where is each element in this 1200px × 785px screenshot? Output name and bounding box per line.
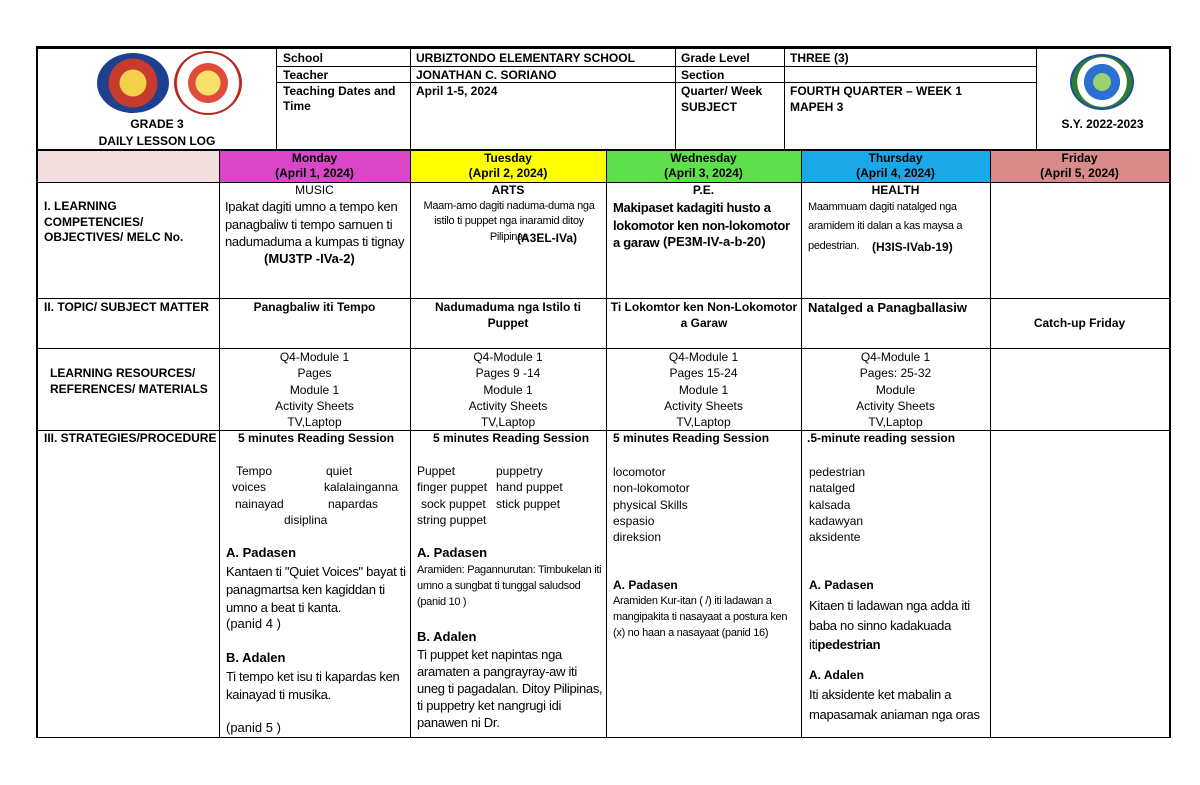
district-logo [1070,54,1134,110]
tuesday-resource-item: TV,Laptop [480,415,536,430]
thursday-word: kalsada [809,497,851,512]
monday-resource-item: TV,Laptop [287,415,342,430]
tuesday-date: (April 2, 2024) [468,166,548,180]
monday-word: kalalainganna [324,480,399,494]
teacher-value: JONATHAN C. SORIANO [416,68,557,82]
tuesday-word: Puppet [417,464,456,478]
tuesday-objective: Maam-amo dagiti naduma-duma nga istilo ti puppet nga inaramid ditoy Pilipinas [423,200,595,243]
tuesday-resource-item: Q4-Module 1 [473,350,543,364]
section-label: Section [681,68,725,82]
dates-label: Teaching Dates and Time [283,84,396,113]
log-title: DAILY LESSON LOG [98,134,216,148]
tuesday-word: hand puppet [496,480,563,494]
tuesday-word: puppetry [496,464,543,478]
thursday-a-bold: pedestrian [817,637,881,652]
subject-label: SUBJECT [681,100,738,114]
monday-b-text: Ti tempo ket isu ti kapardas ken kainayad ti musika. [226,669,400,703]
wednesday-resource-item: Pages 15-24 [669,366,738,381]
tuesday-resource-item: Module 1 [483,382,533,397]
monday-resource-item: Activity Sheets [275,398,354,413]
row-label-strategies: III. STRATEGIES/PROCEDURE [44,431,217,445]
school-value: URBIZTONDO ELEMENTARY SCHOOL [416,51,635,65]
tuesday-word: finger puppet [417,480,488,494]
thursday-words [809,464,979,545]
thursday-code: (H3IS-IVab-19) [872,240,953,254]
thursday-b-text: Iti aksidente ket mabalin a mapasamak aniaman nga oras [809,687,980,722]
tuesday-b-text: Ti puppet ket napintas nga aramaten a pangrayray-aw iti uneg ti pagadalan. Ditoy Pilipinas, ti puppetry ket nangrugi idi panawen ni Dr. [417,647,603,730]
thursday-subject: HEALTH [871,183,920,197]
wednesday-name: Wednesday [670,151,737,165]
wednesday-word: direksion [613,530,662,545]
monday-a-head: A. Padasen [226,545,297,560]
tuesday-resource-item: Activity Sheets [468,398,548,413]
tuesday-b-head: B. Adalen [417,629,477,644]
row-label-competencies: I. LEARNING COMPETENCIES/ OBJECTIVES/ MELC No. [44,199,184,245]
thursday-a-head: A. Padasen [809,578,874,592]
monday-resource-item: Q4-Module 1 [279,350,350,364]
tuesday-reading: 5 minutes Reading Session [433,431,590,445]
wednesday-resource-item: TV,Laptop [676,415,731,430]
wednesday-reading: 5 minutes Reading Session [613,431,770,445]
wednesday-words [613,464,793,545]
monday-word: voices [232,480,267,494]
wednesday-word: non-lokomotor [613,481,690,496]
monday-word: disiplina [284,513,328,527]
thursday-word: kadawyan [809,513,864,528]
teacher-label: Teacher [283,68,329,82]
thursday-word: pedestrian [809,465,866,479]
tuesday-word: stick puppet [496,497,561,511]
thursday-resources [801,349,990,430]
day-header-blank [38,151,219,182]
grade-title: GRADE 3 [130,117,184,131]
wednesday-objective: Makipaset kadagiti husto a lokomotor ken non-lokomotor a garaw [613,200,790,251]
thursday-word: natalged [809,481,856,496]
school-year: S.Y. 2022-2023 [1061,117,1144,131]
thursday-word: aksidente [809,530,861,545]
tuesday-code: (A3EL-IVa) [517,231,578,245]
subject-value: MAPEH 3 [790,100,844,114]
tuesday-a-head: A. Padasen [417,545,488,560]
division-logo [174,51,242,115]
quarter-label: Quarter/ Week [681,84,763,98]
wednesday-code: (PE3M-IV-a-b-20) [663,234,766,249]
wednesday-word: locomotor [613,465,666,479]
dates-value: April 1-5, 2024 [416,84,498,98]
monday-name: Monday [291,151,338,165]
wednesday-resource-item: Q4-Module 1 [668,350,739,364]
wednesday-date: (April 3, 2024) [664,166,743,180]
friday-name: Friday [1061,151,1098,165]
monday-a-page: (panid 4 ) [226,616,281,631]
tuesday-name: Tuesday [484,151,532,165]
wednesday-word: espasio [613,513,655,528]
wednesday-subject: P.E. [692,183,715,197]
row-label-resources: LEARNING RESOURCES/ REFERENCES/ MATERIALS [50,366,208,396]
thursday-resource-item: Pages: 25-32 [859,366,932,381]
monday-resources [219,349,410,430]
thursday-a-text [809,596,987,655]
monday-word: quiet [326,464,353,478]
thursday-reading: .5-minute reading session [807,431,956,445]
tuesday-word: string puppet [417,513,487,527]
thursday-resource-item: TV,Laptop [868,415,923,430]
thursday-name: Thursday [868,151,923,165]
thursday-resource-item: Activity Sheets [856,398,935,413]
tuesday-resource-item: Pages 9 -14 [475,366,541,381]
monday-resource-item: Module 1 [289,382,340,397]
thursday-topic: Natalged a Panagballasiw [808,300,967,315]
deped-logo [97,53,169,113]
quarter-value: FOURTH QUARTER – WEEK 1 [790,84,963,98]
monday-topic: Panagbaliw iti Tempo [253,300,376,314]
thursday-date: (April 4, 2024) [856,166,935,180]
thursday-a-text-main: Kitaen ti ladawan nga adda iti baba no sinno kadakuada iti [809,598,970,652]
tuesday-subject: ARTS [491,183,525,197]
monday-resource-item: Pages [297,366,332,381]
wednesday-a-text: Aramiden Kur-itan ( /) iti ladawan a mangipakita ti nasayaat a postura ken (x) no haan a nasayaat (panid 16) [613,595,788,639]
wednesday-resource-item: Activity Sheets [664,398,743,413]
tuesday-resources [410,349,606,430]
thursday-objective: Maammuam dagiti natalged nga aramidem iti dalan a kas maysa a pedestrian. [808,201,963,252]
school-label: School [283,51,324,65]
friday-topic: Catch-up Friday [1033,316,1126,330]
monday-subject: MUSIC [295,183,334,197]
monday-a-text: Kantaen ti "Quiet Voices" bayat ti panagmartsa ken kagiddan ti umno a beat ti kanta. [226,564,406,616]
tuesday-word: sock puppet [421,497,486,511]
thursday-resource-item: Q4-Module 1 [860,350,931,364]
monday-word: Tempo [236,464,273,478]
monday-word: nainayad [235,497,284,511]
monday-objective: Ipakat dagiti umno a tempo ken panagbaliw ti tempo sarnuen ti nadumaduma a kumpas ti tignay [225,199,405,250]
tuesday-a-text: Aramiden: Pagannurutan: Timbukelan iti umno a sungbat ti tunggal saludsod (panid 10 ) [417,564,602,608]
monday-word: napardas [328,497,379,511]
wednesday-word: physical Skills [613,497,688,512]
grade-level-value: THREE (3) [790,51,849,65]
row-label-topic: II. TOPIC/ SUBJECT MATTER [44,300,209,314]
wednesday-resource-item: Module 1 [678,382,729,397]
grade-level-label: Grade Level [681,51,750,65]
wednesday-a-head: A. Padasen [613,578,678,592]
monday-reading: 5 minutes Reading Session [238,431,395,445]
thursday-b-head: A. Adalen [809,668,864,682]
monday-code: (MU3TP -IVa-2) [264,251,355,266]
monday-b-page: (panid 5 ) [226,720,281,735]
wednesday-resources [606,349,801,430]
monday-date: (April 1, 2024) [275,166,354,180]
wednesday-topic: Ti Lokomtor ken Non-Lokomotor a Garaw [610,300,798,330]
tuesday-topic: Nadumaduma nga Istilo ti Puppet [434,300,581,330]
friday-date: (April 5, 2024) [1040,166,1119,180]
monday-b-head: B. Adalen [226,650,286,665]
thursday-resource-item: Module [875,382,916,397]
